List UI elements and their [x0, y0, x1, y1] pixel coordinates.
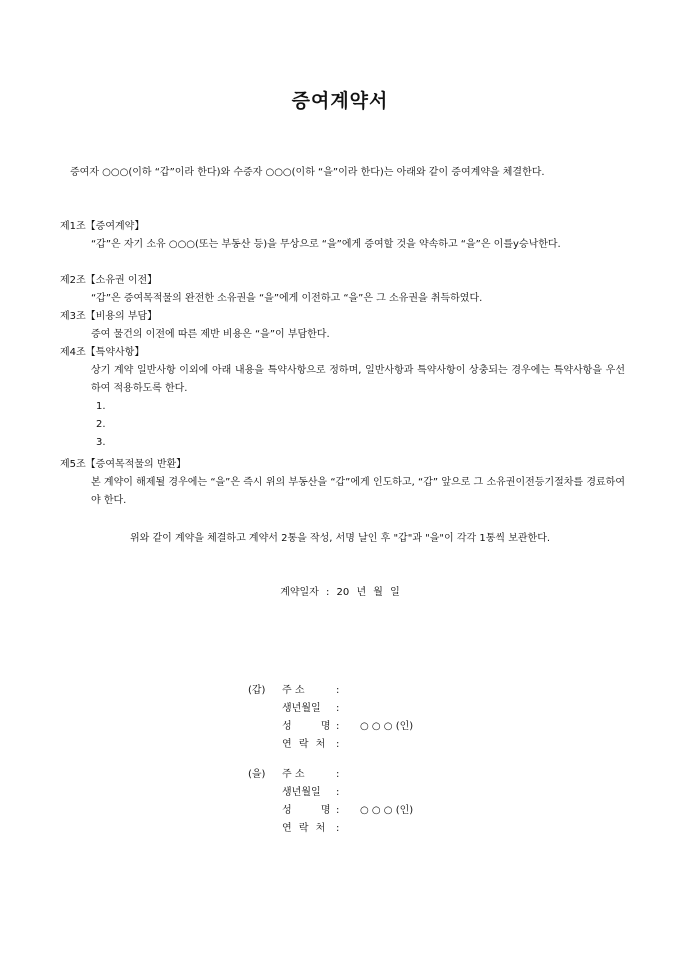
party-eul-block [248, 766, 488, 838]
article-heading: 제5조【증여목적물의 반환】 [60, 459, 187, 470]
article-3 [60, 308, 625, 344]
field-label: 연 락 처 [282, 823, 328, 834]
article-heading: 제4조【특약사항】 [60, 347, 145, 358]
field-label: 성 명 [282, 721, 331, 732]
article-5 [60, 456, 625, 510]
article-4 [60, 344, 625, 452]
field-label: 주 소 [282, 685, 305, 696]
article-body: “갑”은 자기 소유 ○○○(또는 부동산 등)을 무상으로 “을”에게 증여할 것을 약속하고 “을”은 이를y승낙한다. [91, 239, 561, 250]
field-colon: : [336, 805, 340, 816]
closing-paragraph: 위와 같이 계약을 체결하고 계약서 2통을 작성, 서명 날인 후 "갑"과 "을"이 각각 1통씩 보관한다. [129, 533, 551, 544]
field-colon: : [336, 769, 340, 780]
list-item: 2. [96, 419, 106, 430]
field-label: 성 명 [282, 805, 331, 816]
field-colon: : [336, 703, 340, 714]
list-item: 1. [96, 401, 106, 412]
party-gap-block [248, 682, 488, 754]
field-label: 연 락 처 [282, 739, 328, 750]
special-terms-list [60, 398, 625, 452]
intro-paragraph: 증여자 ○○○(이하 “갑”이라 한다)와 수증자 ○○○(이하 “을”이라 한다)는 아래와 같이 증여계약을 체결한다. [70, 167, 545, 178]
article-body: 상기 계약 일반사항 이외에 아래 내용을 특약사항으로 정하며, 일반사항과 특약사항이 상충되는 경우에는 특약사항을 우선하여 적용하도록 한다. [91, 365, 625, 394]
article-body: “갑”은 증여목적물의 완전한 소유권을 “을”에게 이전하고 “을”은 그 소유권을 취득하였다. [91, 293, 483, 304]
field-colon: : [336, 739, 340, 750]
party-field-contact [248, 736, 488, 754]
article-2 [60, 272, 625, 308]
field-colon: : [336, 787, 340, 798]
party-tag: (갑) [248, 685, 266, 696]
field-colon: : [336, 721, 340, 732]
party-field-name [248, 802, 488, 820]
party-field-address [248, 766, 488, 784]
party-field-name [248, 718, 488, 736]
party-field-birthdate [248, 784, 488, 802]
article-heading: 제1조【증여계약】 [60, 221, 145, 232]
article-body: 증여 물건의 이전에 따른 제반 비용은 “을”이 부담한다. [91, 329, 330, 340]
field-label: 주 소 [282, 769, 305, 780]
document-title: 증여계약서 [291, 90, 389, 112]
contract-date-line: 계약일자 : 20 년 월 일 [280, 587, 400, 598]
field-colon: : [336, 823, 340, 834]
article-1 [60, 218, 625, 254]
article-heading: 제3조【비용의 부담】 [60, 311, 158, 322]
list-item: 3. [96, 437, 106, 448]
article-body: 본 계약이 해제될 경우에는 “을”은 즉시 위의 부동산을 “갑”에게 인도하고, “갑” 앞으로 그 소유권이전등기절차를 경료하여야 한다. [91, 477, 625, 506]
field-label: 생년월일 [282, 703, 321, 714]
article-heading: 제2조【소유권 이전】 [60, 275, 158, 286]
party-field-address [248, 682, 488, 700]
field-colon: : [336, 685, 340, 696]
field-label: 생년월일 [282, 787, 321, 798]
party-field-birthdate [248, 700, 488, 718]
party-field-contact [248, 820, 488, 838]
field-value: ○ ○ ○ (인) [360, 721, 414, 732]
party-tag: (을) [248, 769, 266, 780]
field-value: ○ ○ ○ (인) [360, 805, 414, 816]
